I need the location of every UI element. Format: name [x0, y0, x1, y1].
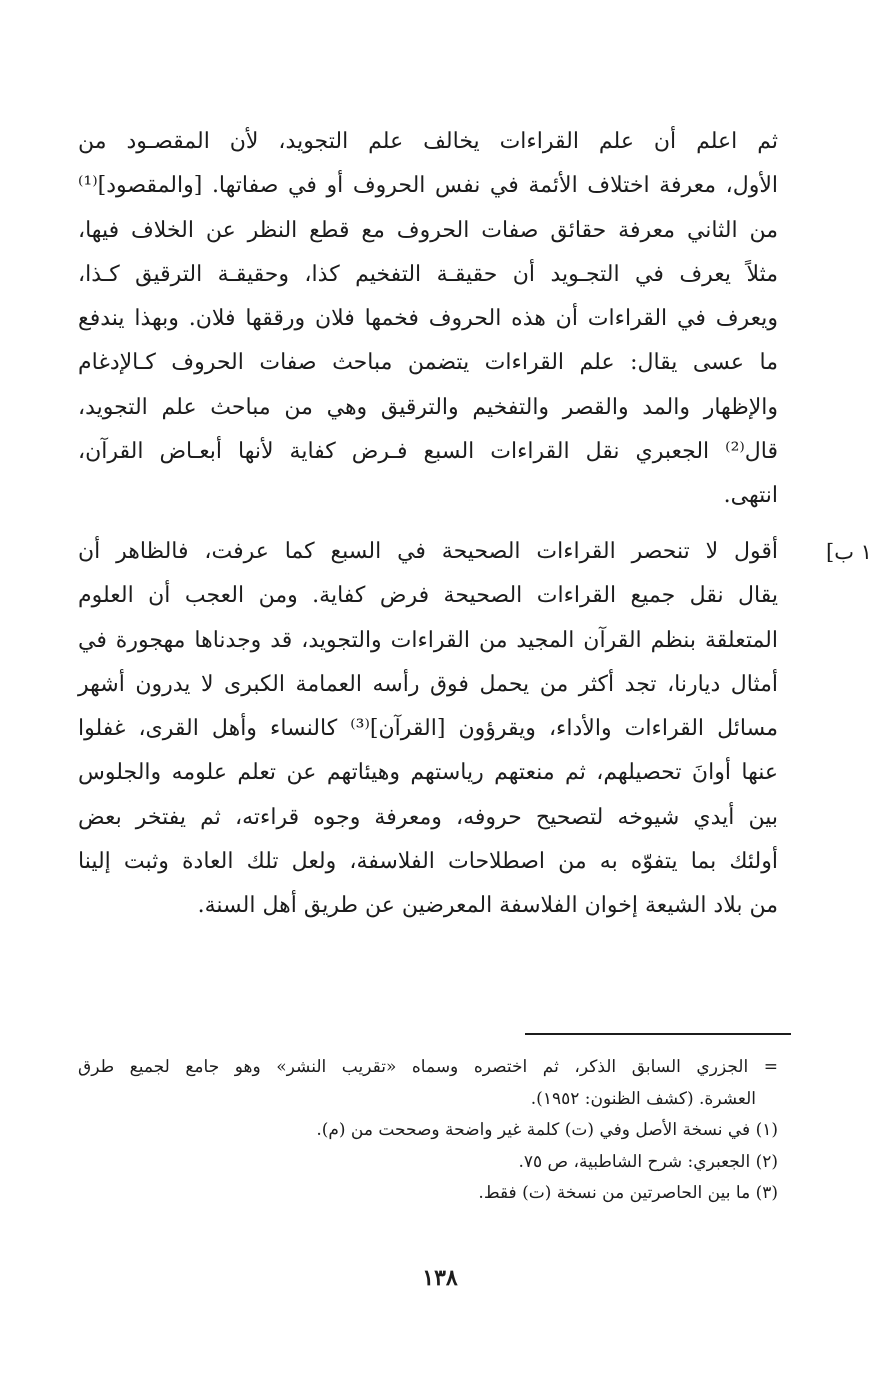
- footnote-2: (٢) الجعبري: شرح الشاطبية، ص ٧٥.: [518, 1151, 778, 1172]
- text-line: بين أيدي شيوخه لتصحيح حروفه، ومعرفة وجوه قراءته، ثم يفتخر بعض: [78, 804, 778, 830]
- text-line: من الثاني معرفة حقائق صفات الحروف مع قطع النظر عن الخلاف فيها،: [78, 217, 778, 243]
- text-line: الأول، معرفة اختلاف الأئمة في نفس الحروف أو في صفاتها. [والمقصود]⁽¹⁾: [78, 173, 778, 199]
- footnote-3: (٣) ما بين الحاصرتين من نسخة (ت) فقط.: [478, 1183, 778, 1203]
- margin-folio-note: ١ ب]: [826, 540, 872, 564]
- paragraph-2: [78, 530, 778, 929]
- text-line: يقال نقل جميع القراءات الصحيحة فرض كفاية. ومن العجب أن العلوم: [78, 583, 778, 609]
- text-line: أمثال ديارنا، تجد أكثر من يحمل فوق رأسه العمامة الكبرى لا يدرون أشهر: [78, 671, 778, 697]
- text-line: ما عسى يقال: علم القراءات يتضمن مباحث صفات الحروف كـالإدغام: [78, 350, 778, 376]
- text-line: والإظهار والمد والقصر والتفخيم والترقيق وهي من مباحث علم التجويد،: [78, 394, 778, 420]
- text-line: مسائل القراءات والأداء، ويقرؤون [القرآن]⁽³⁾ كالنساء وأهل القرى، غفلوا: [78, 716, 778, 742]
- text-line: أقول لا تنحصر القراءات الصحيحة في السبع كما عرفت، فالظاهر أن: [78, 539, 778, 564]
- text-line: أولئك بما يتفوّه به من اصطلاحات الفلاسفة، ولعل تلك العادة وثبت إلينا: [78, 849, 778, 875]
- text-line: ويعرف في القراءات أن هذه الحروف فخمها فلان ورققها فلان. وبهذا يندفع: [78, 306, 778, 332]
- footnote-continuation: العشرة. (كشف الظنون: ١٩٥٢).: [530, 1088, 756, 1109]
- text-line: عنها أوانَ تحصيلهم، ثم منعتهم رياستهم وهيئاتهم عن تعلم علومه والجلوس: [78, 760, 778, 786]
- footnote-1: (١) في نسخة الأصل وفي (ت) كلمة غير واضحة وصححت من (م).: [316, 1120, 778, 1140]
- footnotes: [78, 1052, 778, 1210]
- page-number: ١٣٨: [422, 1265, 458, 1291]
- footnote-continuation: = الجزري السابق الذكر، ثم اختصره وسماه «تقريب النشر» وهو جامع لجميع طرق: [78, 1057, 778, 1077]
- text-line: انتهى.: [723, 483, 778, 509]
- text-line: مثلاً يعرف في التجـويد أن حقيقـة التفخيم كذا، وحقيقـة الترقيق كـذا،: [78, 261, 778, 287]
- paragraph-1: [78, 120, 778, 519]
- text-line: المتعلقة بنظم القرآن المجيد من القراءات والتجويد، قد وجدناها مهجورة في: [78, 627, 778, 653]
- text-line: من بلاد الشيعة إخوان الفلاسفة المعرضين عن طريق أهل السنة.: [197, 893, 778, 919]
- text-line: ثم اعلم أن علم القراءات يخالف علم التجويد، لأن المقصـود من: [78, 129, 778, 154]
- footnote-divider: [525, 1033, 791, 1035]
- text-line: قال⁽²⁾ الجعبري نقل القراءات السبع فـرض كفاية لأنها أبعـاض القرآن،: [78, 439, 778, 465]
